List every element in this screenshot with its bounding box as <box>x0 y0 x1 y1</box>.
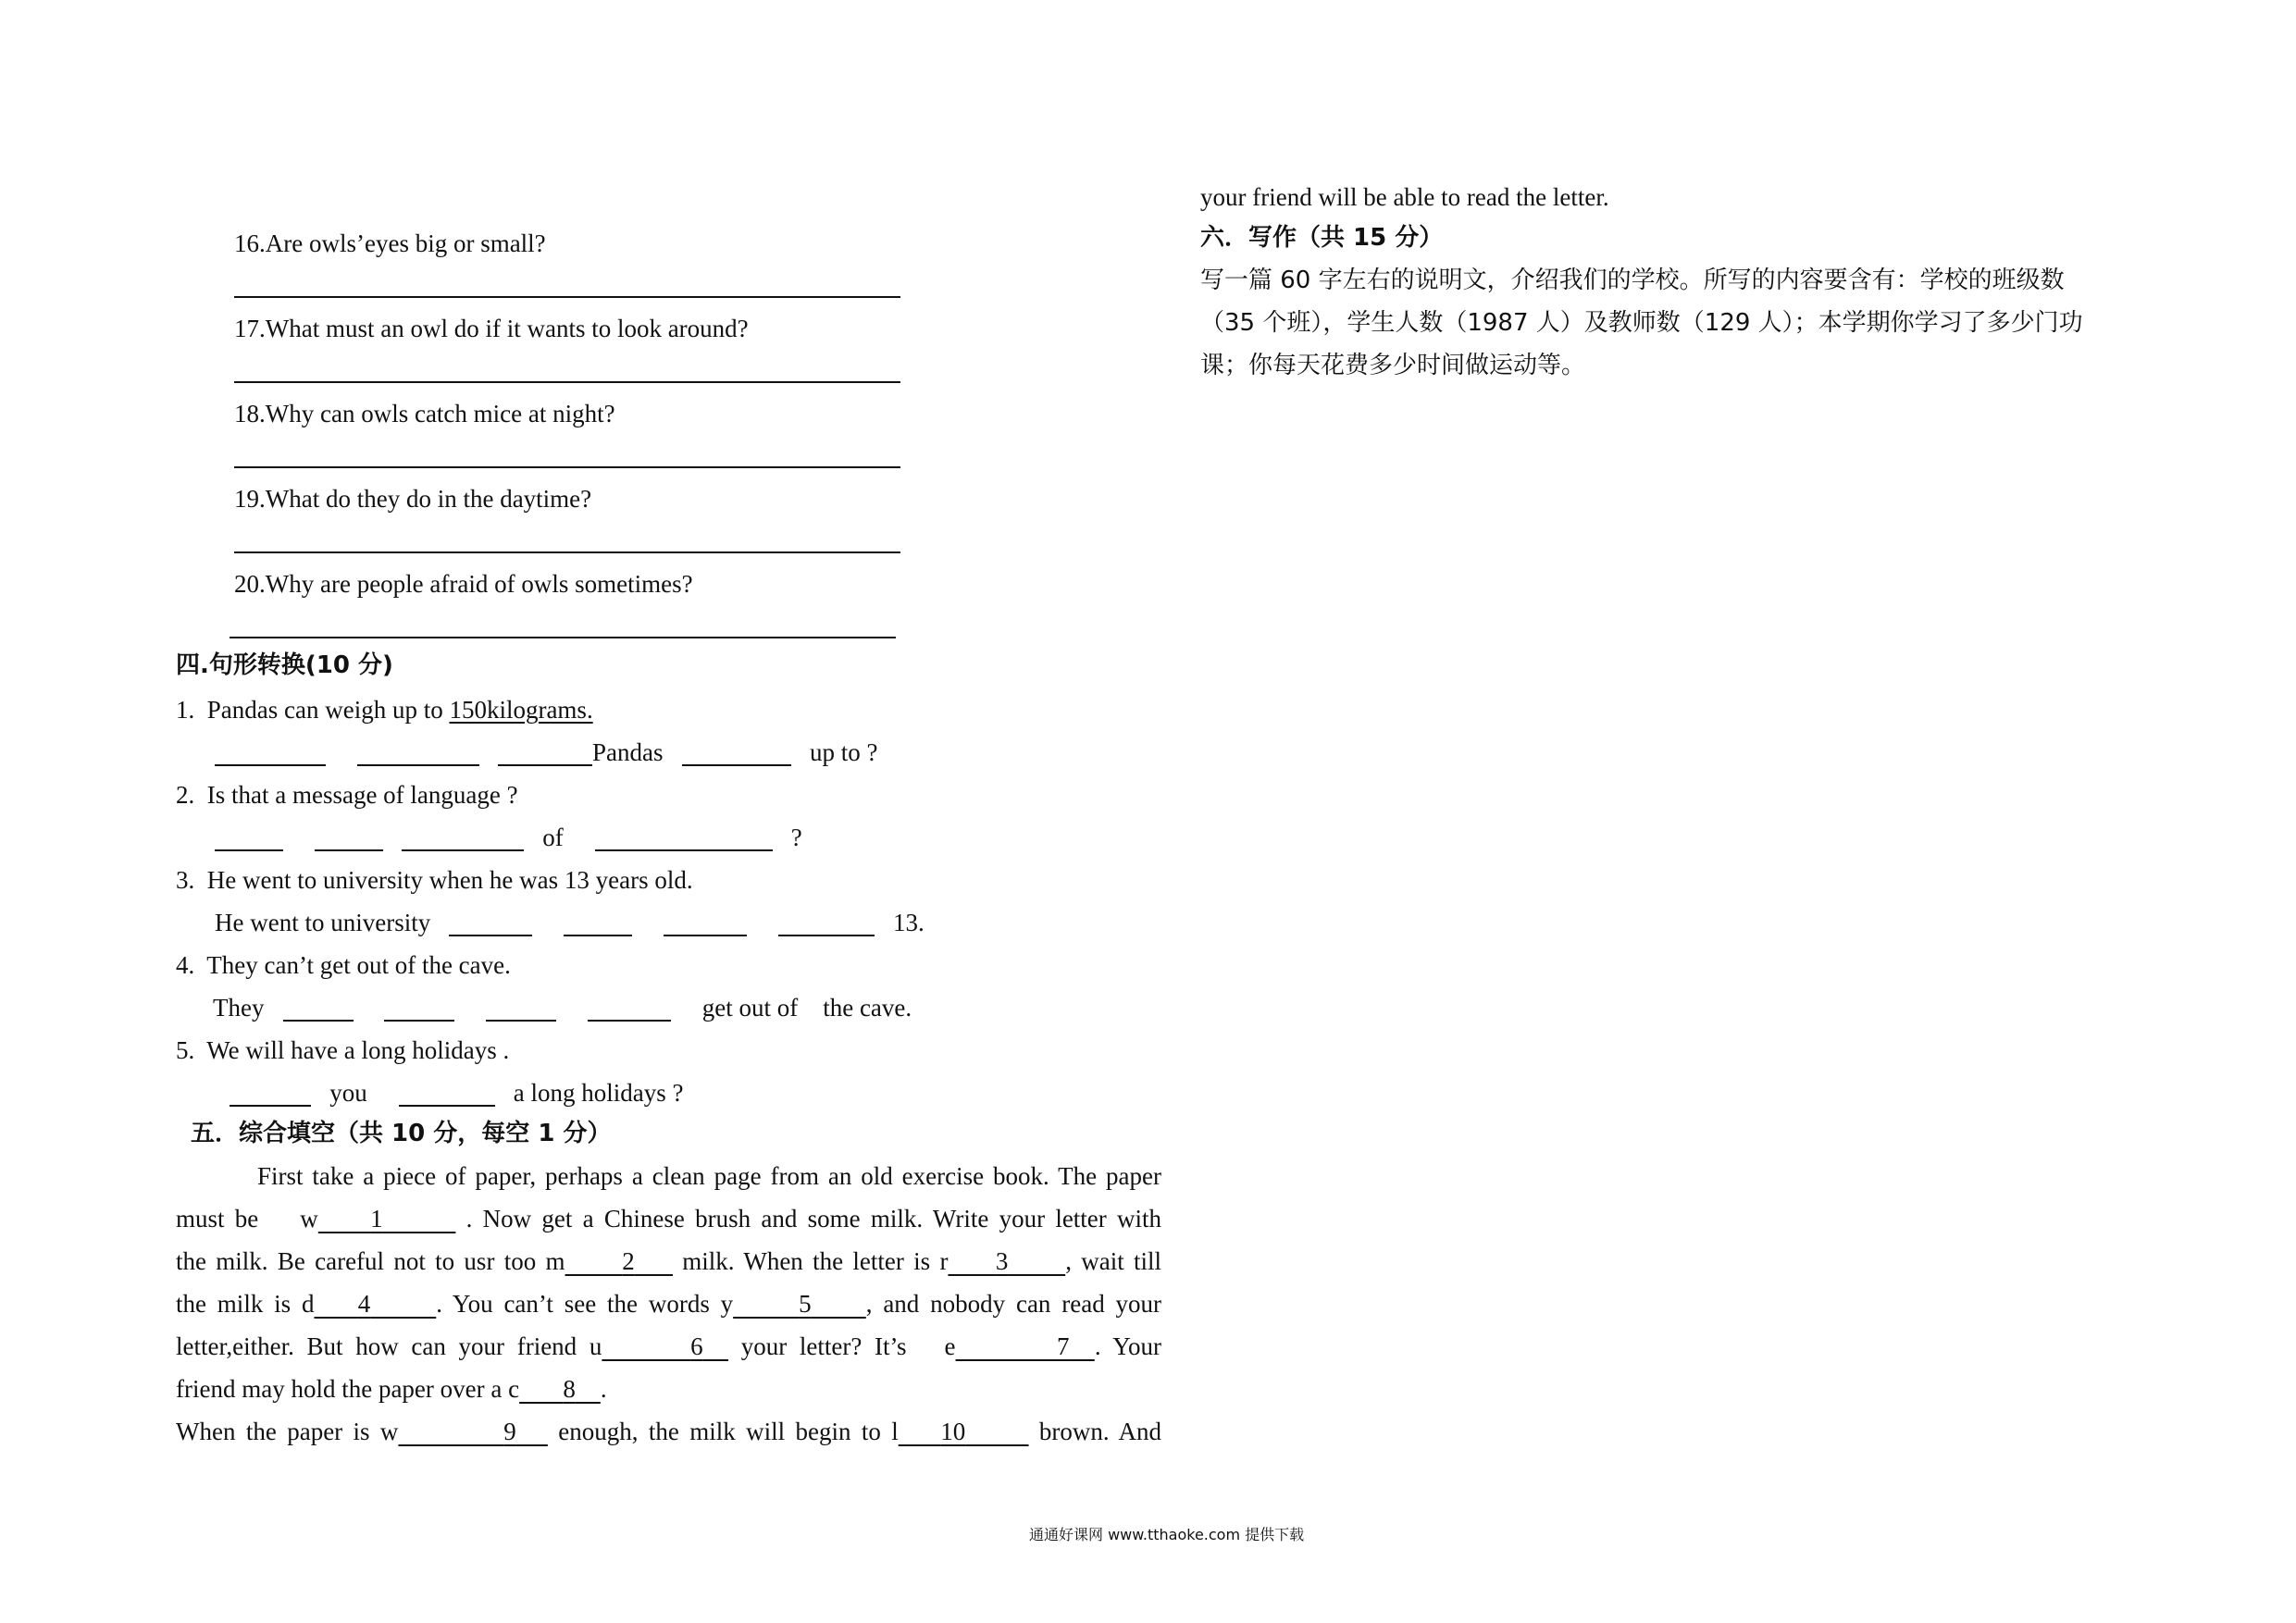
cloze-continuation: your friend will be able to read the letter. <box>1200 183 1609 211</box>
cloze-text: letter,either. But how can your friend u <box>176 1332 602 1360</box>
cloze-line-5 <box>176 1325 1161 1368</box>
rewrite-text: you <box>329 1079 367 1107</box>
blank-number: 3 <box>995 1247 1009 1275</box>
question-17: 17.What must an owl do if it wants to look around? <box>234 315 749 342</box>
blank[interactable] <box>215 825 283 851</box>
transform-item-3 <box>176 864 693 896</box>
cloze-text: . <box>600 1375 607 1403</box>
cloze-text: , wait till <box>1065 1247 1162 1275</box>
cloze-text: When the paper is w <box>176 1418 399 1445</box>
rewrite-text: get out of the cave. <box>701 994 912 1022</box>
transform-rewrite-2 <box>215 822 802 853</box>
item-text: Is that a message of language ? <box>206 781 518 809</box>
blank[interactable] <box>230 1081 311 1107</box>
blank-number: 4 <box>357 1290 371 1318</box>
question-20: 20.Why are people afraid of owls sometimes? <box>234 570 693 598</box>
cloze-blank-4[interactable] <box>314 1290 436 1318</box>
item-number: 4. <box>176 951 195 979</box>
cloze-text: brown. And <box>1038 1418 1162 1445</box>
blank[interactable] <box>215 740 326 766</box>
rewrite-text: He went to university <box>215 909 431 936</box>
transform-item-5 <box>176 1035 509 1066</box>
cloze-text: enough, the milk will begin to l <box>558 1418 899 1445</box>
rewrite-text: a long holidays ? <box>513 1079 684 1107</box>
rewrite-text: They <box>213 994 265 1022</box>
blank[interactable] <box>595 825 773 851</box>
section4-title: 四.句形转换(10 分) <box>176 651 393 679</box>
cloze-blank-10[interactable] <box>899 1418 1029 1445</box>
cloze-line-3 <box>176 1240 1161 1282</box>
cloze-text: milk. When the letter is r <box>682 1247 949 1275</box>
blank-number: 9 <box>503 1418 516 1445</box>
rewrite-text: ? <box>790 824 802 851</box>
writing-prompt-line-1: 写一篇 60 字左右的说明文，介绍我们的学校。所写的内容要含有：学校的班级数 <box>1200 266 2065 294</box>
blank[interactable] <box>564 911 632 936</box>
rewrite-text: up to ? <box>810 738 878 766</box>
cloze-line-6 <box>176 1368 1161 1410</box>
cloze-text: . Now get a Chinese brush and some milk. Write your letter with <box>465 1205 1162 1233</box>
cloze-text: the milk is d <box>176 1290 315 1318</box>
blank[interactable] <box>357 740 479 766</box>
rewrite-text: of <box>542 824 564 851</box>
footer-credit: 通通好课网 www.tthaoke.com 提供下载 <box>1029 1526 1305 1543</box>
transform-rewrite-4 <box>213 992 912 1023</box>
cloze-text: . You can’t see the words y <box>436 1290 734 1318</box>
blank-number: 2 <box>622 1247 635 1275</box>
transform-item-2 <box>176 779 518 811</box>
cloze-text: your letter? It’s <box>740 1332 907 1360</box>
cloze-text: w <box>300 1205 318 1233</box>
blank[interactable] <box>399 1081 495 1107</box>
question-16: 16.Are owls’eyes big or small? <box>234 229 546 257</box>
cloze-text: the milk. Be careful not to usr too m <box>176 1247 565 1275</box>
cloze-text: First take a piece of paper, perhaps a clean page from an old exercise book. The paper <box>257 1162 1161 1190</box>
blank[interactable] <box>486 996 556 1022</box>
item-number: 2. <box>176 781 195 809</box>
blank[interactable] <box>402 825 524 851</box>
blank-number: 5 <box>799 1290 812 1318</box>
blank-number: 7 <box>1056 1332 1070 1360</box>
answer-line-20[interactable] <box>230 637 896 638</box>
blank[interactable] <box>283 996 354 1022</box>
cloze-blank-9[interactable] <box>398 1418 547 1445</box>
item-number: 5. <box>176 1036 195 1064</box>
blank[interactable] <box>664 911 747 936</box>
cloze-text: e <box>944 1332 956 1360</box>
section5-title: 五．综合填空（共 10 分，每空 1 分） <box>191 1120 612 1147</box>
cloze-blank-5[interactable] <box>733 1290 866 1318</box>
writing-prompt-line-2: （35 个班），学生人数（1987 人）及教师数（129 人）；本学期你学习了多少门功 <box>1200 309 2083 337</box>
blank[interactable] <box>384 996 454 1022</box>
transform-rewrite-5 <box>230 1077 683 1109</box>
underlined-part: 150kilograms. <box>449 696 593 724</box>
blank[interactable] <box>449 911 532 936</box>
question-18: 18.Why can owls catch mice at night? <box>234 400 615 427</box>
transform-item-1 <box>176 694 593 725</box>
blank[interactable] <box>315 825 383 851</box>
item-text: We will have a long holidays . <box>206 1036 510 1064</box>
cloze-text: must be <box>176 1205 259 1233</box>
answer-line-18[interactable] <box>234 466 900 468</box>
blank-number: 10 <box>940 1418 966 1445</box>
blank[interactable] <box>588 996 671 1022</box>
cloze-blank-3[interactable] <box>948 1247 1065 1275</box>
item-text: Pandas can weigh up to <box>206 696 443 724</box>
blank-number: 1 <box>370 1205 383 1233</box>
cloze-text: , and nobody can read your <box>865 1290 1162 1318</box>
transform-rewrite-3 <box>215 907 925 938</box>
rewrite-text: Pandas <box>592 738 664 766</box>
cloze-blank-2[interactable] <box>565 1247 673 1275</box>
item-text: They can’t get out of the cave. <box>206 951 511 979</box>
cloze-line-1 <box>217 1155 1161 1197</box>
writing-prompt-line-3: 课；你每天花费多少时间做运动等。 <box>1200 352 1586 379</box>
cloze-line-2 <box>176 1197 1161 1240</box>
item-number: 3. <box>176 866 195 894</box>
blank[interactable] <box>682 740 791 766</box>
transform-rewrite-1 <box>215 737 878 768</box>
answer-line-16[interactable] <box>234 296 900 298</box>
item-text: He went to university when he was 13 years old. <box>206 866 693 894</box>
cloze-text: . Your <box>1094 1332 1162 1360</box>
answer-line-19[interactable] <box>234 551 900 553</box>
question-19: 19.What do they do in the daytime? <box>234 485 592 513</box>
cloze-blank-8[interactable] <box>519 1375 601 1403</box>
cloze-line-4 <box>176 1282 1161 1325</box>
section6-title: 六．写作（共 15 分） <box>1200 224 1444 252</box>
blank-number: 8 <box>563 1375 576 1403</box>
cloze-text: friend may hold the paper over a c <box>176 1375 520 1403</box>
cloze-blank-7[interactable] <box>956 1332 1095 1360</box>
cloze-blank-6[interactable] <box>602 1332 728 1360</box>
blank[interactable] <box>778 911 875 936</box>
answer-line-17[interactable] <box>234 381 900 383</box>
blank[interactable] <box>498 740 592 766</box>
item-number: 1. <box>176 696 195 724</box>
rewrite-text: 13. <box>892 909 925 936</box>
blank-number: 6 <box>690 1332 703 1360</box>
transform-item-4 <box>176 949 511 981</box>
cloze-line-7 <box>176 1410 1161 1453</box>
cloze-blank-1[interactable] <box>318 1205 456 1233</box>
